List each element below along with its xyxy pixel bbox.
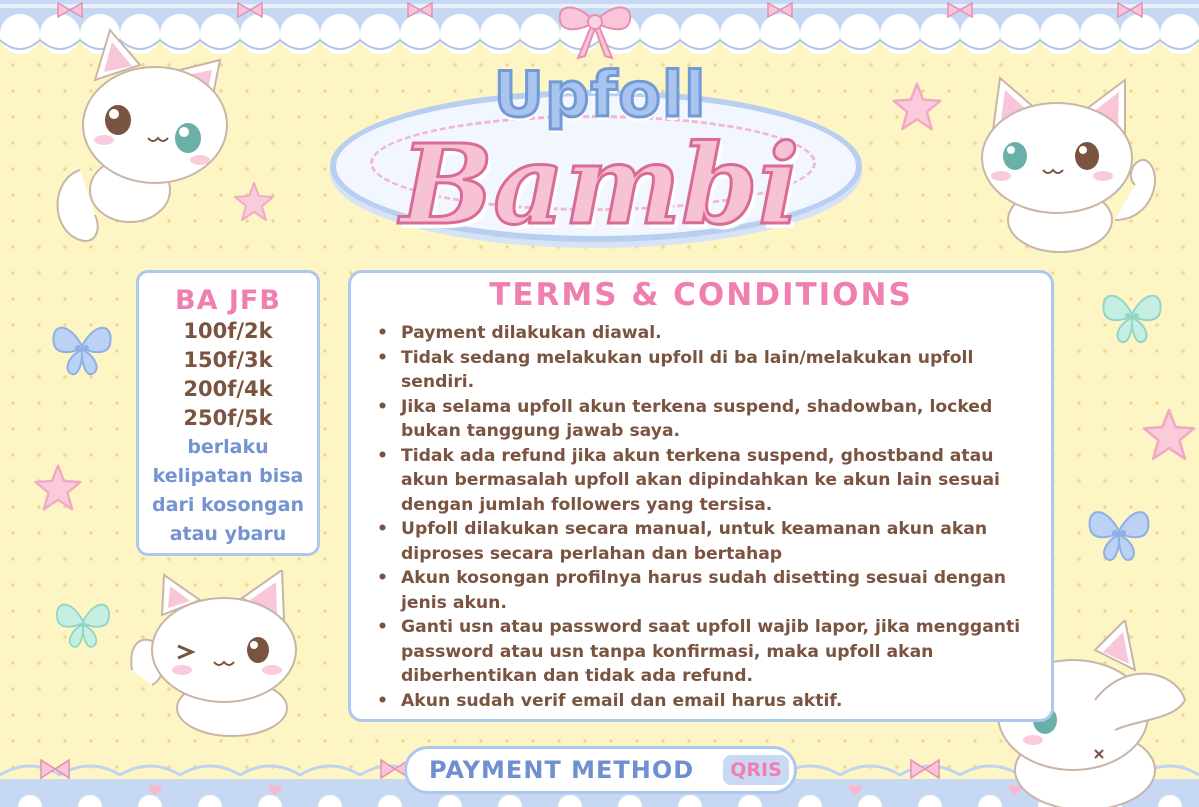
star-icon — [32, 462, 84, 514]
payment-method-tag: QRIS — [723, 755, 789, 785]
butterfly-icon — [1084, 498, 1154, 568]
logo-line1: Upfoll — [493, 58, 707, 131]
terms-item: • Akun kosongan profilnya harus sudah disetting sesuai dengan jenis akun. — [373, 566, 1043, 615]
terms-list — [373, 321, 1043, 713]
terms-item: • Payment dilakukan diawal. — [373, 321, 1043, 346]
star-icon — [890, 80, 944, 134]
butterfly-icon — [48, 314, 116, 382]
bow-icon — [552, 0, 638, 62]
butterfly-icon — [1098, 282, 1166, 350]
terms-card — [348, 270, 1054, 722]
payment-method-badge — [404, 746, 797, 794]
terms-item: • Ganti usn atau password saat upfoll wajib lapor, jika mengganti password atau usn tanpa konfirmasi, maka upfoll akan diberhentikan dan tidak ada refund. — [373, 615, 1043, 689]
terms-item: • Akun sudah verif email dan email harus aktif. — [373, 689, 1043, 714]
butterfly-icon — [52, 592, 114, 654]
terms-title: TERMS & CONDITIONS — [489, 277, 913, 313]
cat-illustration — [122, 570, 312, 740]
price-row: 100f/2k — [183, 319, 273, 343]
payment-method-label: PAYMENT METHOD — [429, 756, 695, 784]
price-row: 200f/4k — [183, 377, 273, 401]
price-note: dari kosongan — [152, 494, 304, 516]
logo-line2: Bambi — [400, 120, 800, 249]
cat-illustration — [40, 20, 240, 250]
price-note: atau ybaru — [169, 523, 287, 545]
price-row: 250f/5k — [183, 406, 273, 430]
cat-illustration — [965, 70, 1175, 255]
price-row: 150f/3k — [183, 348, 273, 372]
logo — [330, 58, 870, 249]
terms-item: • Jika selama upfoll akun terkena suspend, shadowban, locked bukan tanggung jawab saya. — [373, 395, 1043, 444]
terms-item: • Tidak ada refund jika akun terkena suspend, ghostband atau akun bermasalah upfoll akan dipindahkan ke akun lain sesuai dengan jumlah followers yang tersisa. — [373, 444, 1043, 518]
price-list-title: BA JFB — [175, 285, 281, 316]
price-note: berlaku — [187, 436, 269, 458]
terms-item: • Tidak sedang melakukan upfoll di ba lain/melakukan upfoll sendiri. — [373, 346, 1043, 395]
star-icon — [1140, 406, 1198, 464]
price-list-card — [136, 270, 320, 556]
price-note: kelipatan bisa — [152, 465, 304, 487]
terms-item: • Upfoll dilakukan secara manual, untuk keamanan akun akan diproses secara perlahan dan bertahap — [373, 517, 1043, 566]
